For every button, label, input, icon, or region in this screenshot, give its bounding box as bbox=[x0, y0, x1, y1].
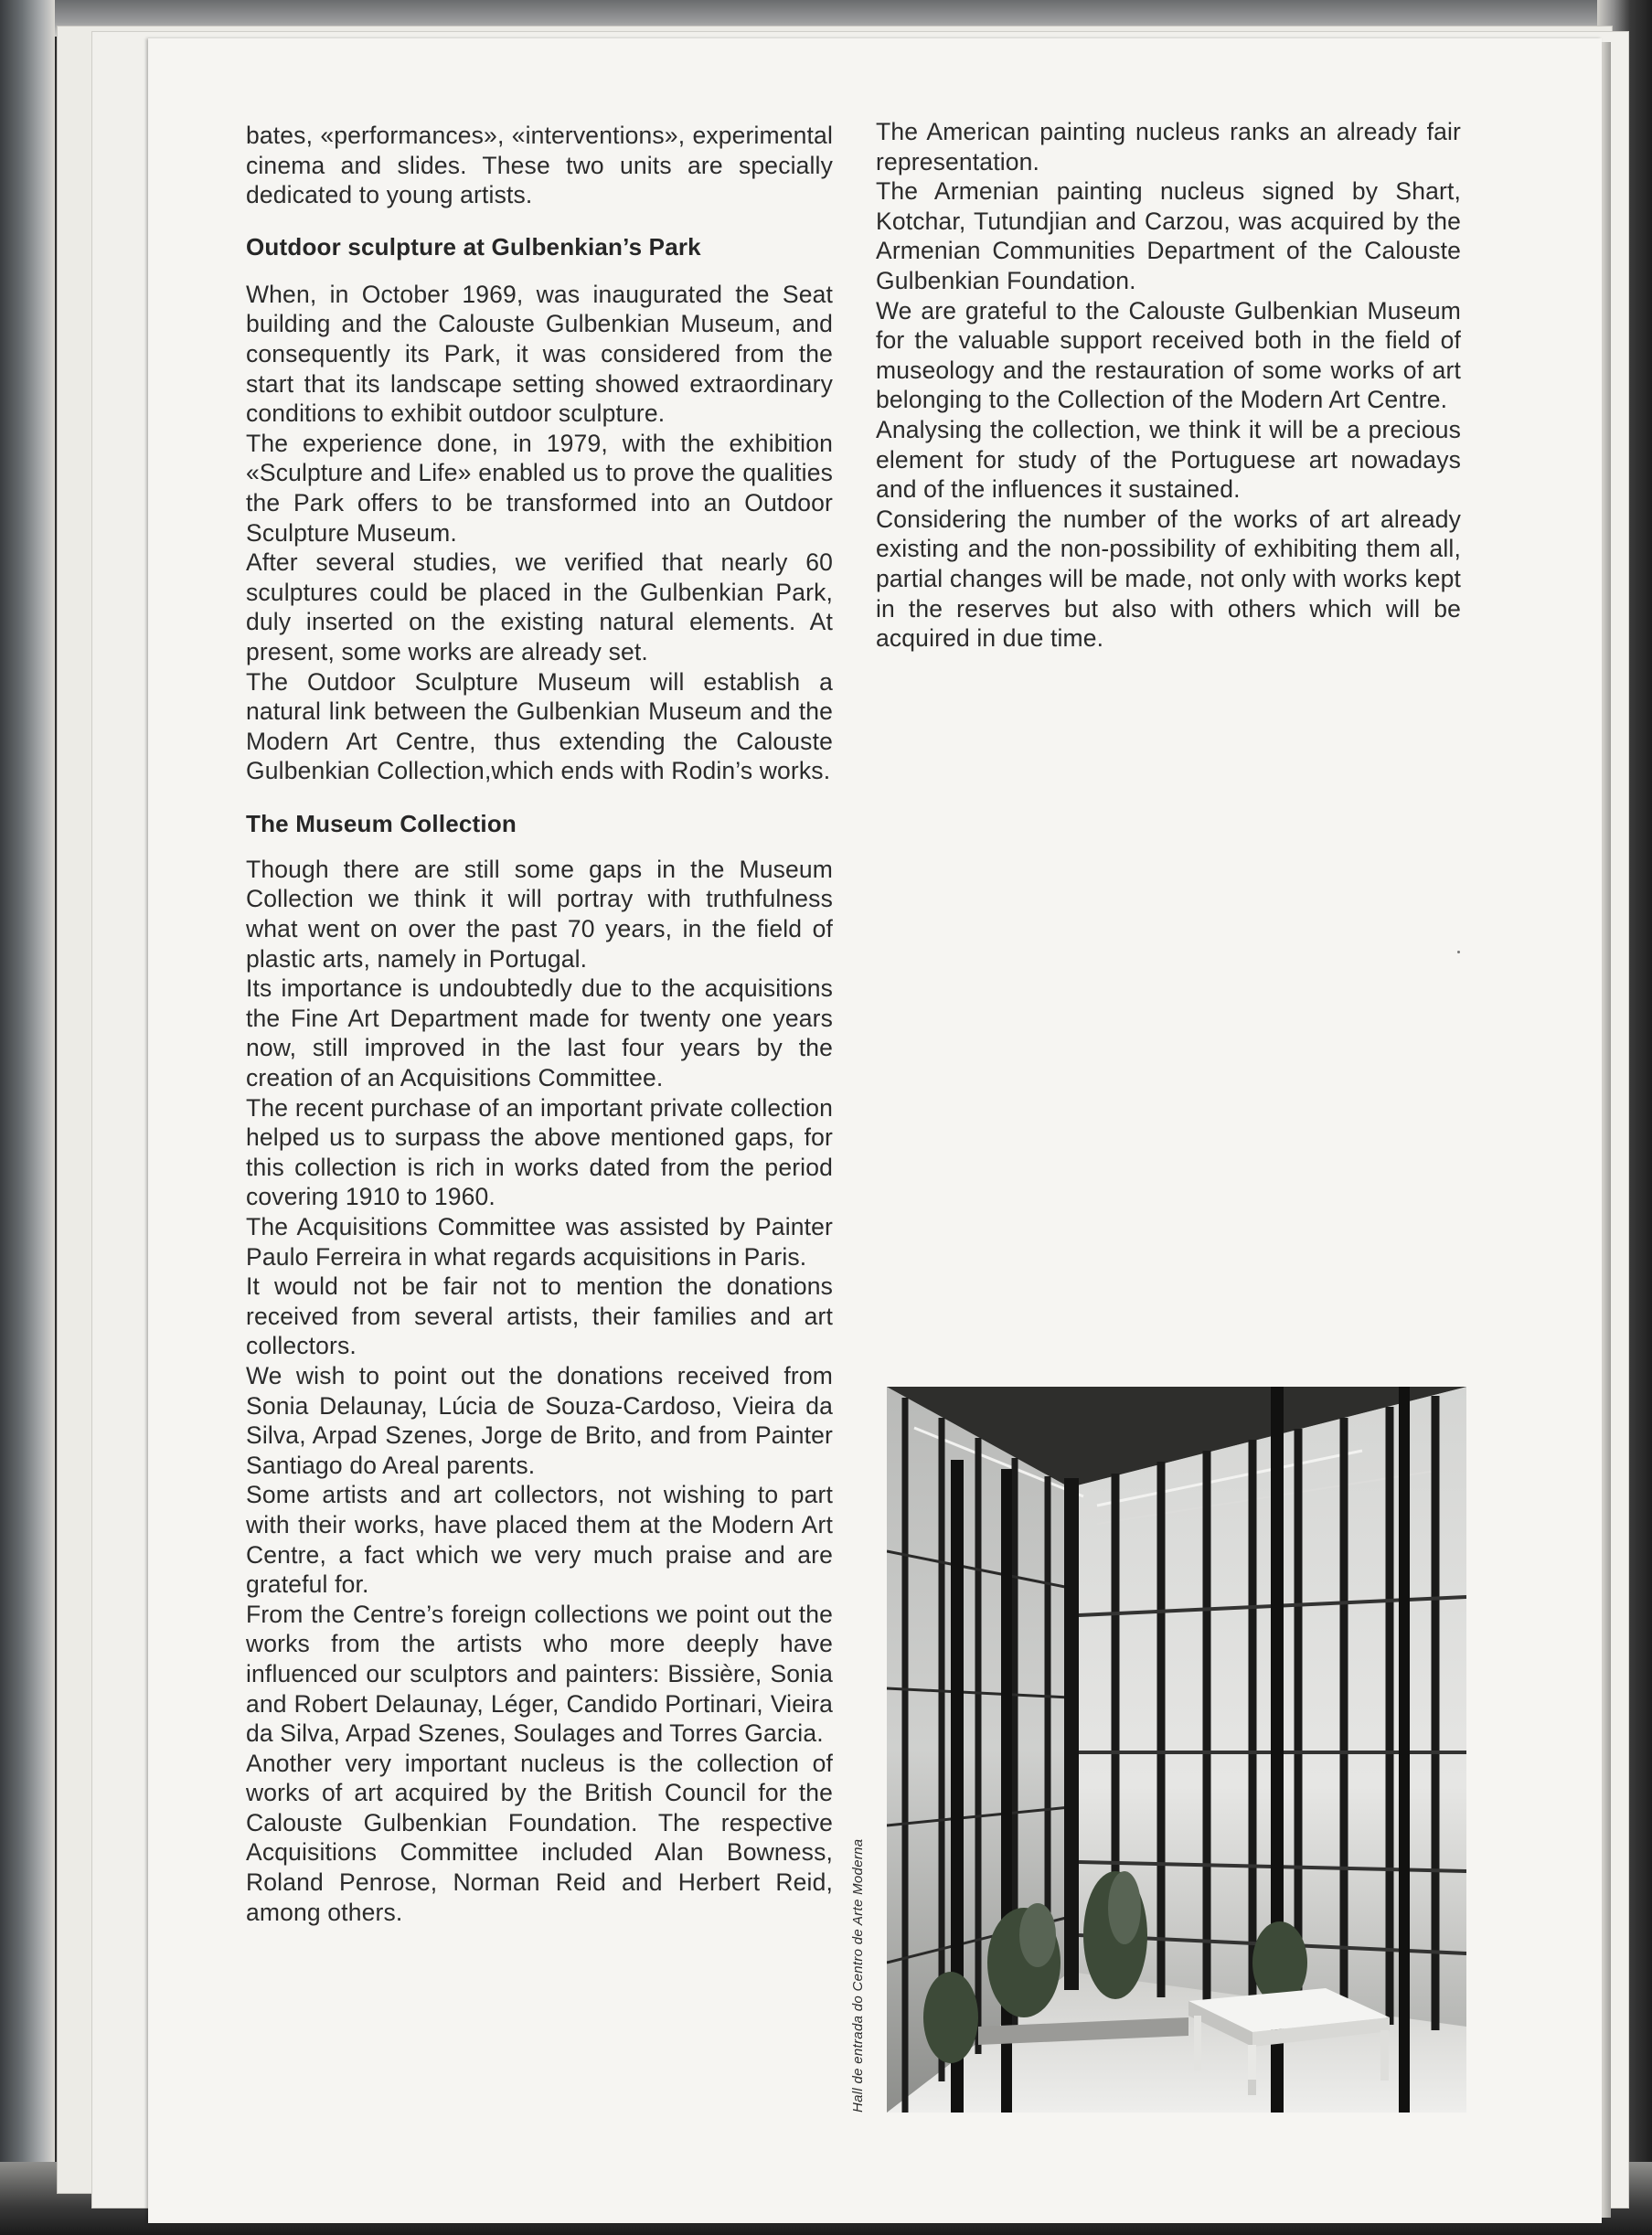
right-column bbox=[876, 117, 1461, 654]
paragraph: The American painting nucleus ranks an already fair representation. bbox=[876, 118, 1461, 176]
intro-paragraph: bates, «performances», «interventions», experimental cinema and slides. These two units are specially dedicated to young artists. bbox=[246, 122, 833, 209]
paragraph: The Armenian painting nucleus signed by Shart, Kotchar, Tutundjian and Carzou, was acquired by the Armenian Communities Department of the Calouste Gulbenkian Foundation. bbox=[876, 177, 1461, 294]
entrance-hall-illustration bbox=[887, 1387, 1466, 2113]
paragraph: The experience done, in 1979, with the exhibition «Sculpture and Life» enabled us to prove the qualities the Park offers to be transformed into an Outdoor Sculpture Museum. bbox=[246, 429, 833, 547]
document-page bbox=[148, 38, 1602, 2223]
paragraph: It would not be fair not to mention the donations received from several artists, their families and art collectors. bbox=[246, 1272, 833, 1360]
paragraph: We are grateful to the Calouste Gulbenkian Museum for the valuable support received both in the field of museology and the restauration of some works of art belonging to the Collection of the Modern Art Centre. bbox=[876, 296, 1461, 414]
page-edge bbox=[1602, 42, 1611, 2218]
section-heading-outdoor-sculpture: Outdoor sculpture at Gulbenkian’s Park bbox=[246, 232, 701, 261]
paragraph: The Acquisitions Committee was assisted by Painter Paulo Ferreira in what regards acquisitions in Paris. bbox=[246, 1213, 833, 1271]
section-heading-museum-collection: The Museum Collection bbox=[246, 809, 517, 837]
paragraph: The recent purchase of an important private collection helped us to surpass the above mentioned gaps, for this collection is rich in works dated from the period covering 1910 to 1960. bbox=[246, 1093, 833, 1211]
photo-caption: Hall de entrada do Centro de Arte Moderna bbox=[850, 1838, 866, 2113]
paragraph: Its importance is undoubtedly due to the acquisitions the Fine Art Department made for twenty one years now, still improved in the last four years by the creation of an Acquisitions Committee. bbox=[246, 974, 833, 1092]
left-column bbox=[246, 121, 833, 1927]
paragraph: When, in October 1969, was inaugurated the Seat building and the Calouste Gulbenkian Museum, and consequently its Park, it was considered from the start that its landscape setting showed extraordinary conditions to exhibit outdoor sculpture. bbox=[246, 280, 833, 428]
paragraph: We wish to point out the donations received from Sonia Delaunay, Lúcia de Souza-Cardoso, Vieira da Silva, Arpad Szenes, Jorge de Brito, and from Painter Santiago do Areal parents. bbox=[246, 1361, 833, 1479]
scan-border-left bbox=[0, 0, 55, 2235]
paragraph: Though there are still some gaps in the Museum Collection we think it will portray with truthfulness what went on over the past 70 years, in the field of plastic arts, namely in Portugal. bbox=[246, 855, 833, 973]
entrance-hall-photo bbox=[887, 1387, 1466, 2113]
paragraph: After several studies, we verified that nearly 60 sculptures could be placed in the Gulbenkian Park, duly inserted on the existing natural elements. At present, some works are already set. bbox=[246, 548, 833, 665]
paragraph: Analysing the collection, we think it will be a precious element for study of the Portuguese art nowadays and of the influences it sustained. bbox=[876, 415, 1461, 504]
scan-speck bbox=[1457, 951, 1460, 953]
paragraph: Another very important nucleus is the collection of works of art acquired by the British Council for the Calouste Gulbenkian Foundation. The respective Acquisitions Committee included Alan Bowness, Roland Penrose, Norman Reid and Herbert Reid, among others. bbox=[246, 1749, 833, 1926]
paragraph: Considering the number of the works of art already existing and the non-possibility of exhibiting them all, partial changes will be made, not only with works kept in the reserves but also with others which will be acquired in due time. bbox=[876, 505, 1461, 653]
paragraph: From the Centre’s foreign collections we point out the works from the artists who more deeply have influenced our sculptors and painters: Bissière, Sonia and Robert Delaunay, Léger, Candido Portinari, Vieira da Silva, Arpad Szenes, Soulages and Torres Garcia. bbox=[246, 1600, 833, 1748]
paragraph: Some artists and art collectors, not wishing to part with their works, have placed them at the Modern Art Centre, a fact which we very much praise and are grateful for. bbox=[246, 1481, 833, 1599]
paragraph: The Outdoor Sculpture Museum will establish a natural link between the Gulbenkian Museum and the Modern Art Centre, thus extending the Calouste Gulbenkian Collection,which ends with Rodin’s works. bbox=[246, 667, 833, 785]
